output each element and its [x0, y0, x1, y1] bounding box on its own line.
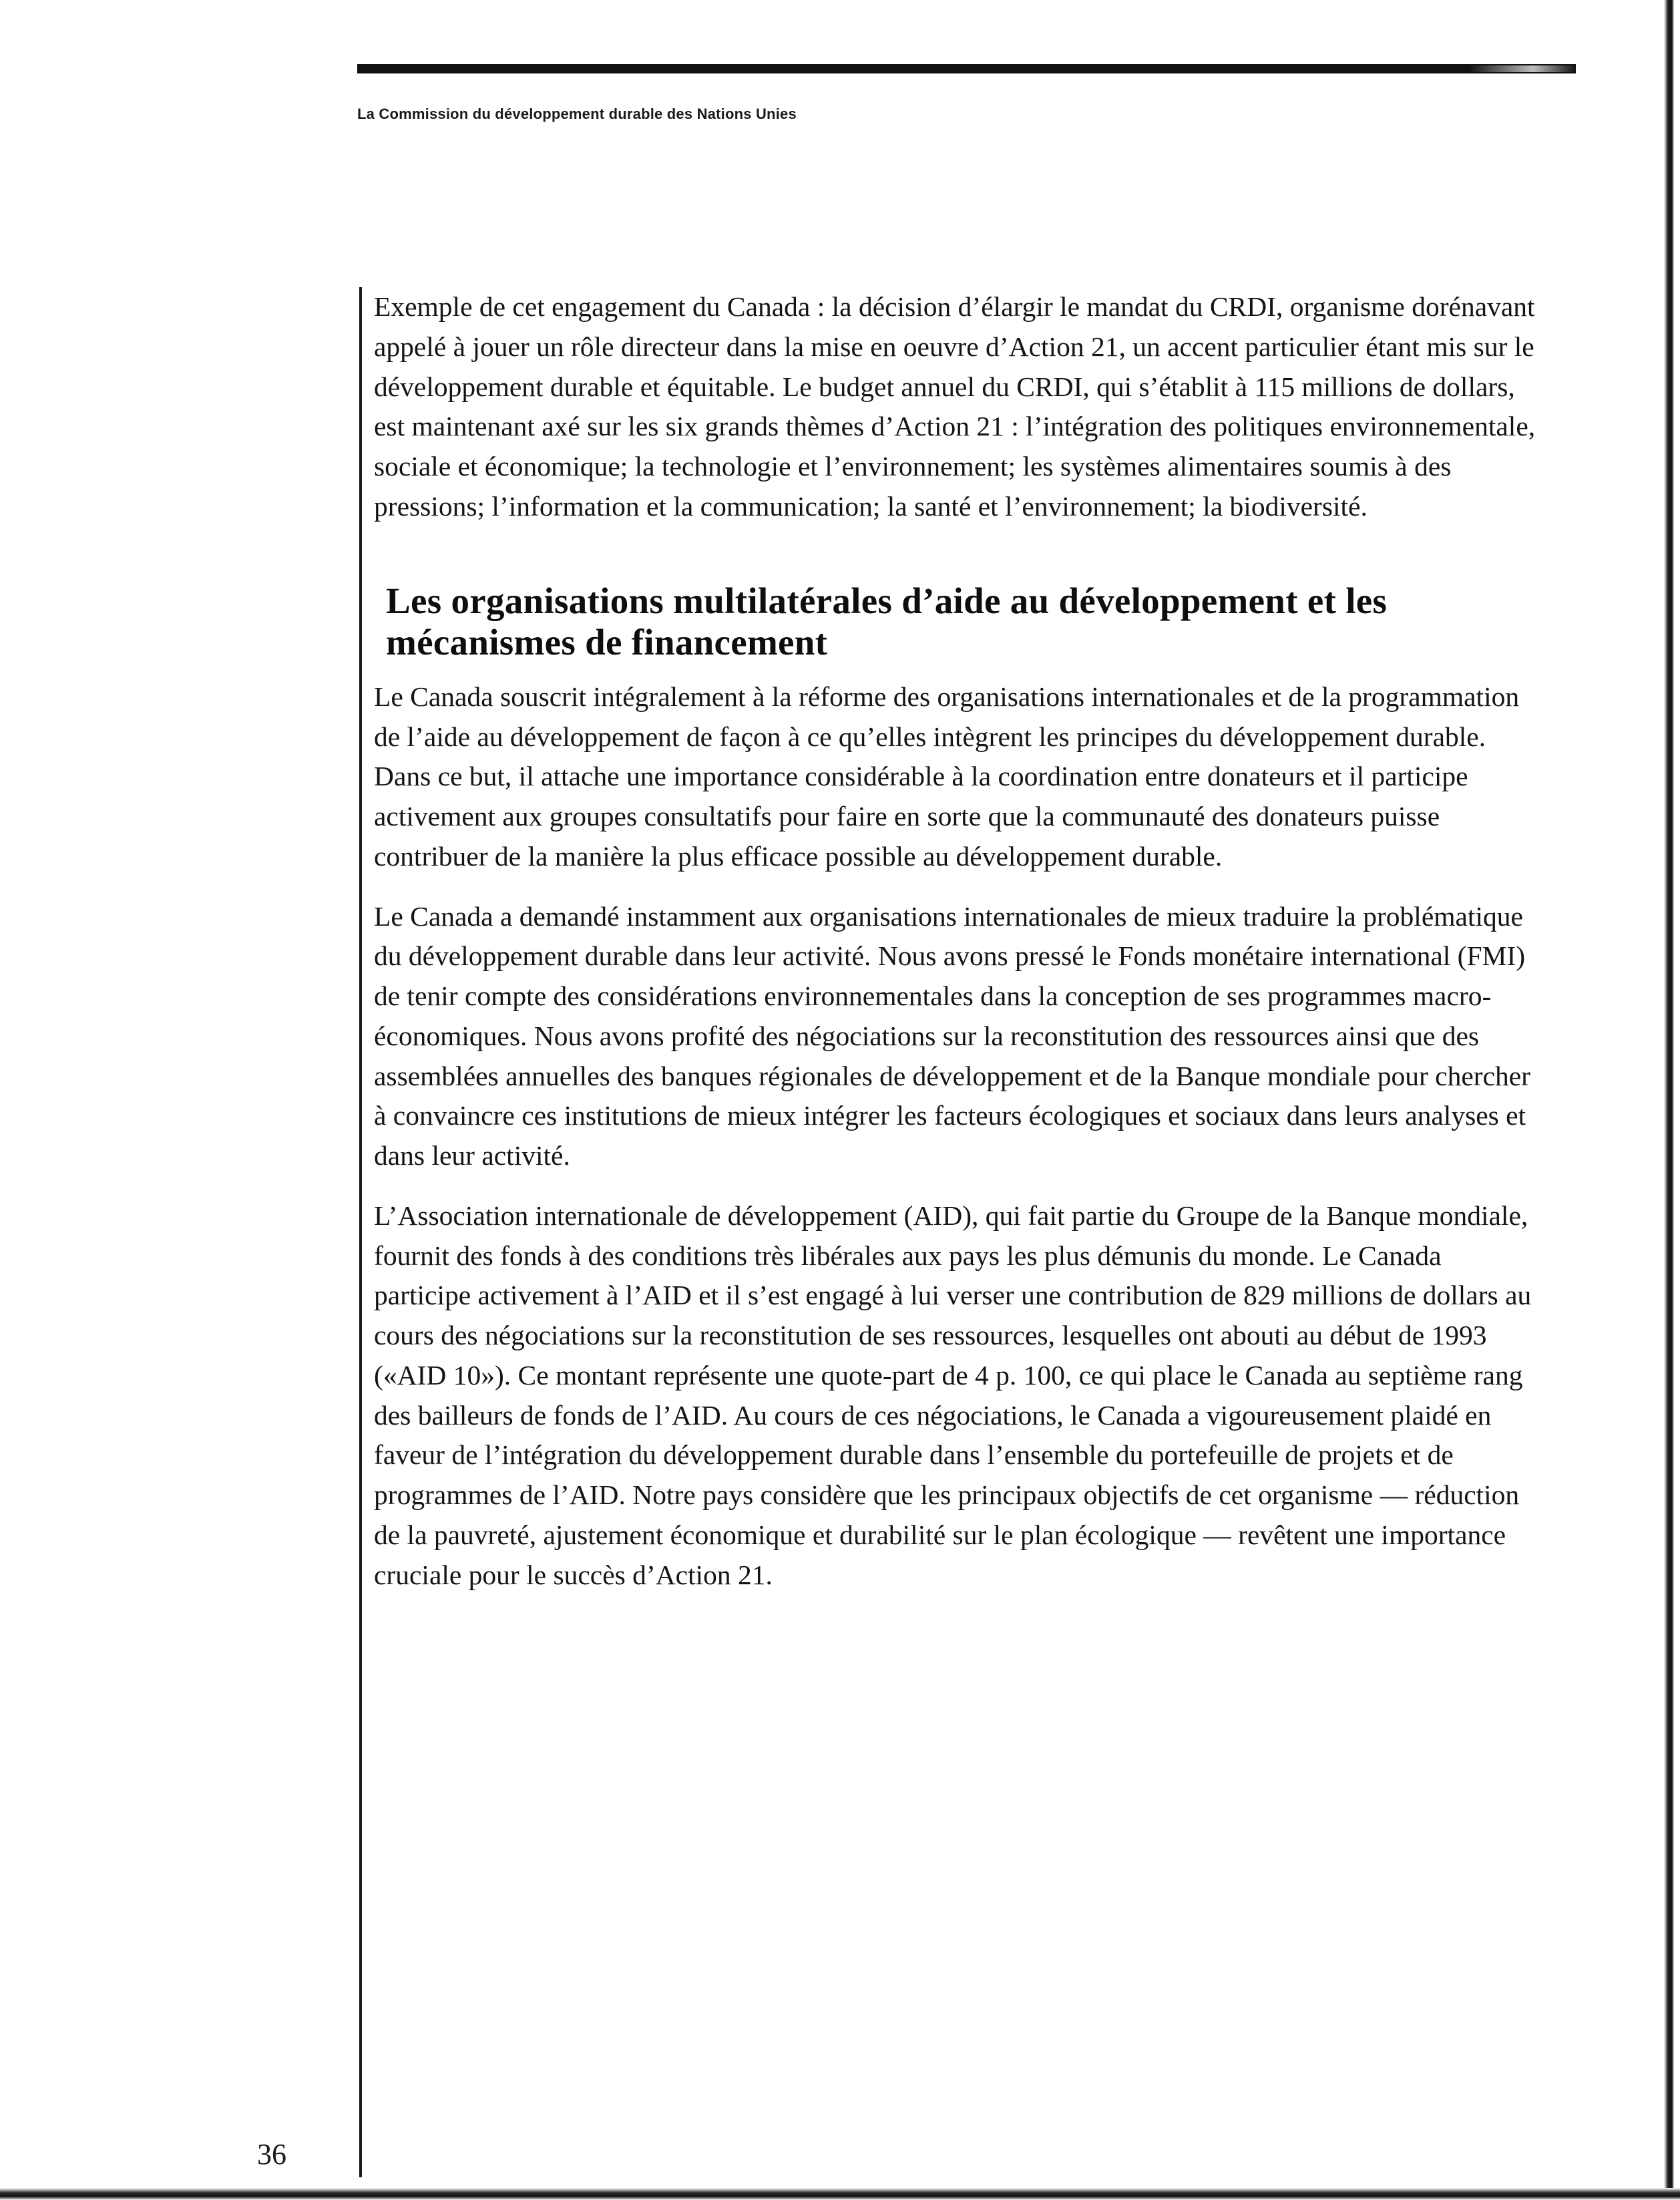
header-rule-fade — [1469, 65, 1576, 72]
scan-bottom-edge — [0, 2188, 1680, 2200]
margin-rule — [359, 287, 362, 2177]
page-number: 36 — [257, 2138, 286, 2171]
body-paragraph-1: Exemple de cet engagement du Canada : la décision d’élargir le mandat du CRDI, organisme dorénavant appelé à jouer un rôle directeur dans la mise en oeuvre d’Action 21, un accent particulier étant mis sur le développement durable et équitable. Le budget annuel du CRDI, qui s’établit à 115 millions de dollars, est maintenant axé sur les six grands thèmes d’Action 21 : l’intégration des politiques environnementale, sociale et économique; la technologie et l’environnement; les systèmes alimentaires soumis à des pressions; l’information et la communication; la santé et l’environnement; la biodiversité. — [374, 291, 1536, 522]
page-content — [374, 287, 1536, 1595]
body-paragraph-2: Le Canada souscrit intégralement à la réforme des organisations internationales et de la programmation de l’aide au développement de façon à ce qu’elles intègrent les principes du développement durable. Dans ce but, il attache une importance considérable à la coordination entre donateurs et il participe activement aux groupes consultatifs pour faire en sorte que la communauté des donateurs puisse contribuer de la manière la plus efficace possible au développement durable. — [374, 681, 1520, 872]
section-heading: Les organisations multilatérales d’aide au développement et les mécanismes de financement — [386, 580, 1388, 663]
header-rule — [357, 64, 1576, 73]
body-paragraph-4: L’Association internationale de développement (AID), qui fait partie du Groupe de la Banque mondiale, fournit des fonds à des conditions très libérales aux pays les plus démunis du monde. Le Canada participe activement à l’AID et il s’est engagé à lui verser une contribution de 829 millions de dollars au cours des négociations sur la reconstitution de ses ressources, lesquelles ont abouti au début de 1993 («AID 10»). Ce montant représente une quote-part de 4 p. 100, ce qui place le Canada au septième rang des bailleurs de fonds de l’AID. Au cours de ces négociations, le Canada a vigoureusement plaidé en faveur de l’intégration du développement durable dans l’ensemble du portefeuille de projets et de programmes de l’AID. Notre pays considère que les principaux objectifs de cet organisme — réduction de la pauvreté, ajustement économique et durabilité sur le plan écologique — revêtent une importance cruciale pour le succès d’Action 21. — [374, 1200, 1532, 1590]
running-header: La Commission du développement durable des Nations Unies — [357, 106, 797, 122]
scan-right-edge — [1653, 0, 1680, 2200]
body-paragraph-3: Le Canada a demandé instamment aux organisations internationales de mieux traduire la problématique du développement durable dans leur activité. Nous avons pressé le Fonds monétaire international (FMI) de tenir compte des considérations environnementales dans la conception de ses programmes macro-économiques. Nous avons profité des négociations sur la reconstitution des ressources ainsi que des assemblées annuelles des banques régionales de développement et de la Banque mondiale pour chercher à convaincre ces institutions de mieux intégrer les facteurs écologiques et sociaux dans leurs analyses et dans leur activité. — [374, 900, 1530, 1171]
